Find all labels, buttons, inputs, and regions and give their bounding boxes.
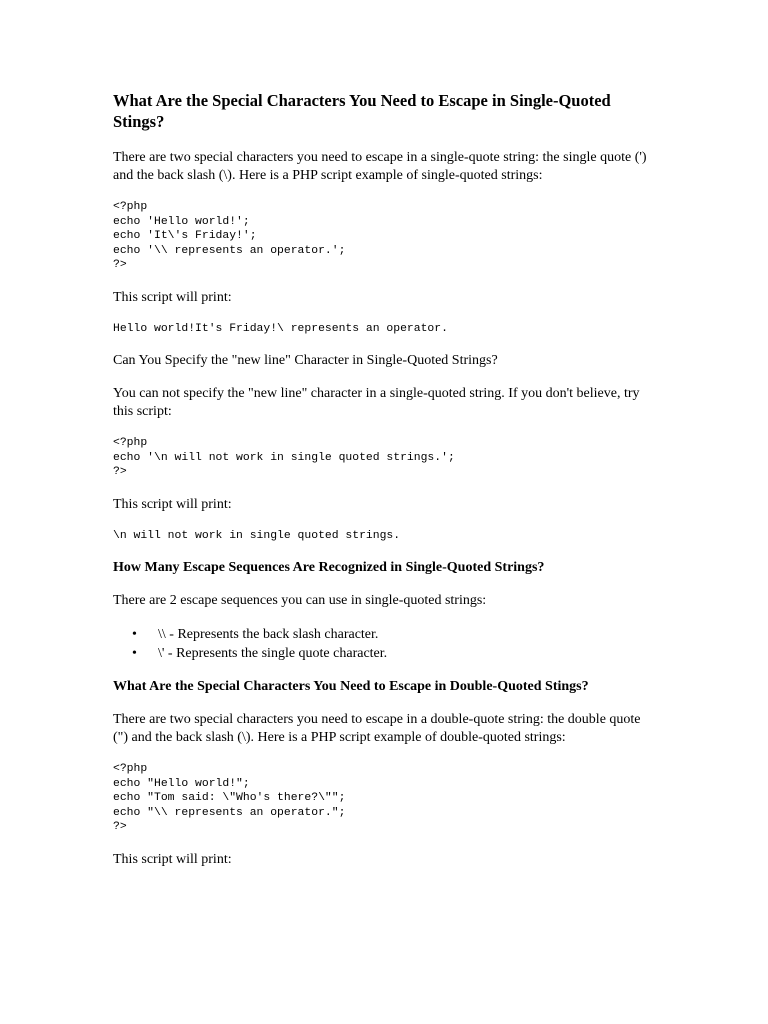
list-item [132,625,658,644]
section-title-double-quoted: What Are the Special Characters You Need to Escape in Double-Quoted Stings? [113,679,589,694]
section-title-single-quoted: What Are the Special Characters You Need to Escape in Single-Quoted Stings? [113,91,611,131]
escape-sequence-list [113,625,658,663]
code-block-double-quoted: <?php echo "Hello world!"; echo "Tom said: \"Who's there?\""; echo "\\ represents an operator."; ?> [113,763,346,833]
bullet-icon: • [132,627,137,642]
print-label: This script will print: [113,496,232,512]
script-output: \n will not work in single quoted strings. [113,529,401,542]
section-intro-single-quoted: There are two special characters you need to escape in a single-quote string: the single quote (') and the back slash (\). Here is a PHP script example of single-quoted strings: [113,150,647,183]
bullet-icon: • [132,646,137,661]
section-intro-double-quoted: There are two special characters you need to escape in a double-quote string: the double quote (") and the back slash (\). Here is a PHP script example of double-quoted strings: [113,712,641,745]
list-item-text: \\ - Represents the back slash character. [158,627,379,642]
print-label: This script will print: [113,289,232,305]
code-block-single-quoted: <?php echo 'Hello world!'; echo 'It\'s Friday!'; echo '\\ represents an operator.'; ?> [113,201,346,271]
section-title-escape-sequences: How Many Escape Sequences Are Recognized in Single-Quoted Strings? [113,560,545,575]
list-item [132,644,658,663]
list-item-text: \' - Represents the single quote character. [158,646,388,661]
section-intro-new-line: You can not specify the "new line" character in a single-quoted string. If you don't believe, try this script: [113,386,640,419]
print-label: This script will print: [113,851,232,867]
section-title-new-line: Can You Specify the "new line" Character in Single-Quoted Strings? [113,353,498,368]
code-block-new-line: <?php echo '\n will not work in single quoted strings.'; ?> [113,437,455,478]
script-output: Hello world!It's Friday!\ represents an operator. [113,322,448,335]
section-intro-escape-sequences: There are 2 escape sequences you can use in single-quoted strings: [113,593,487,608]
